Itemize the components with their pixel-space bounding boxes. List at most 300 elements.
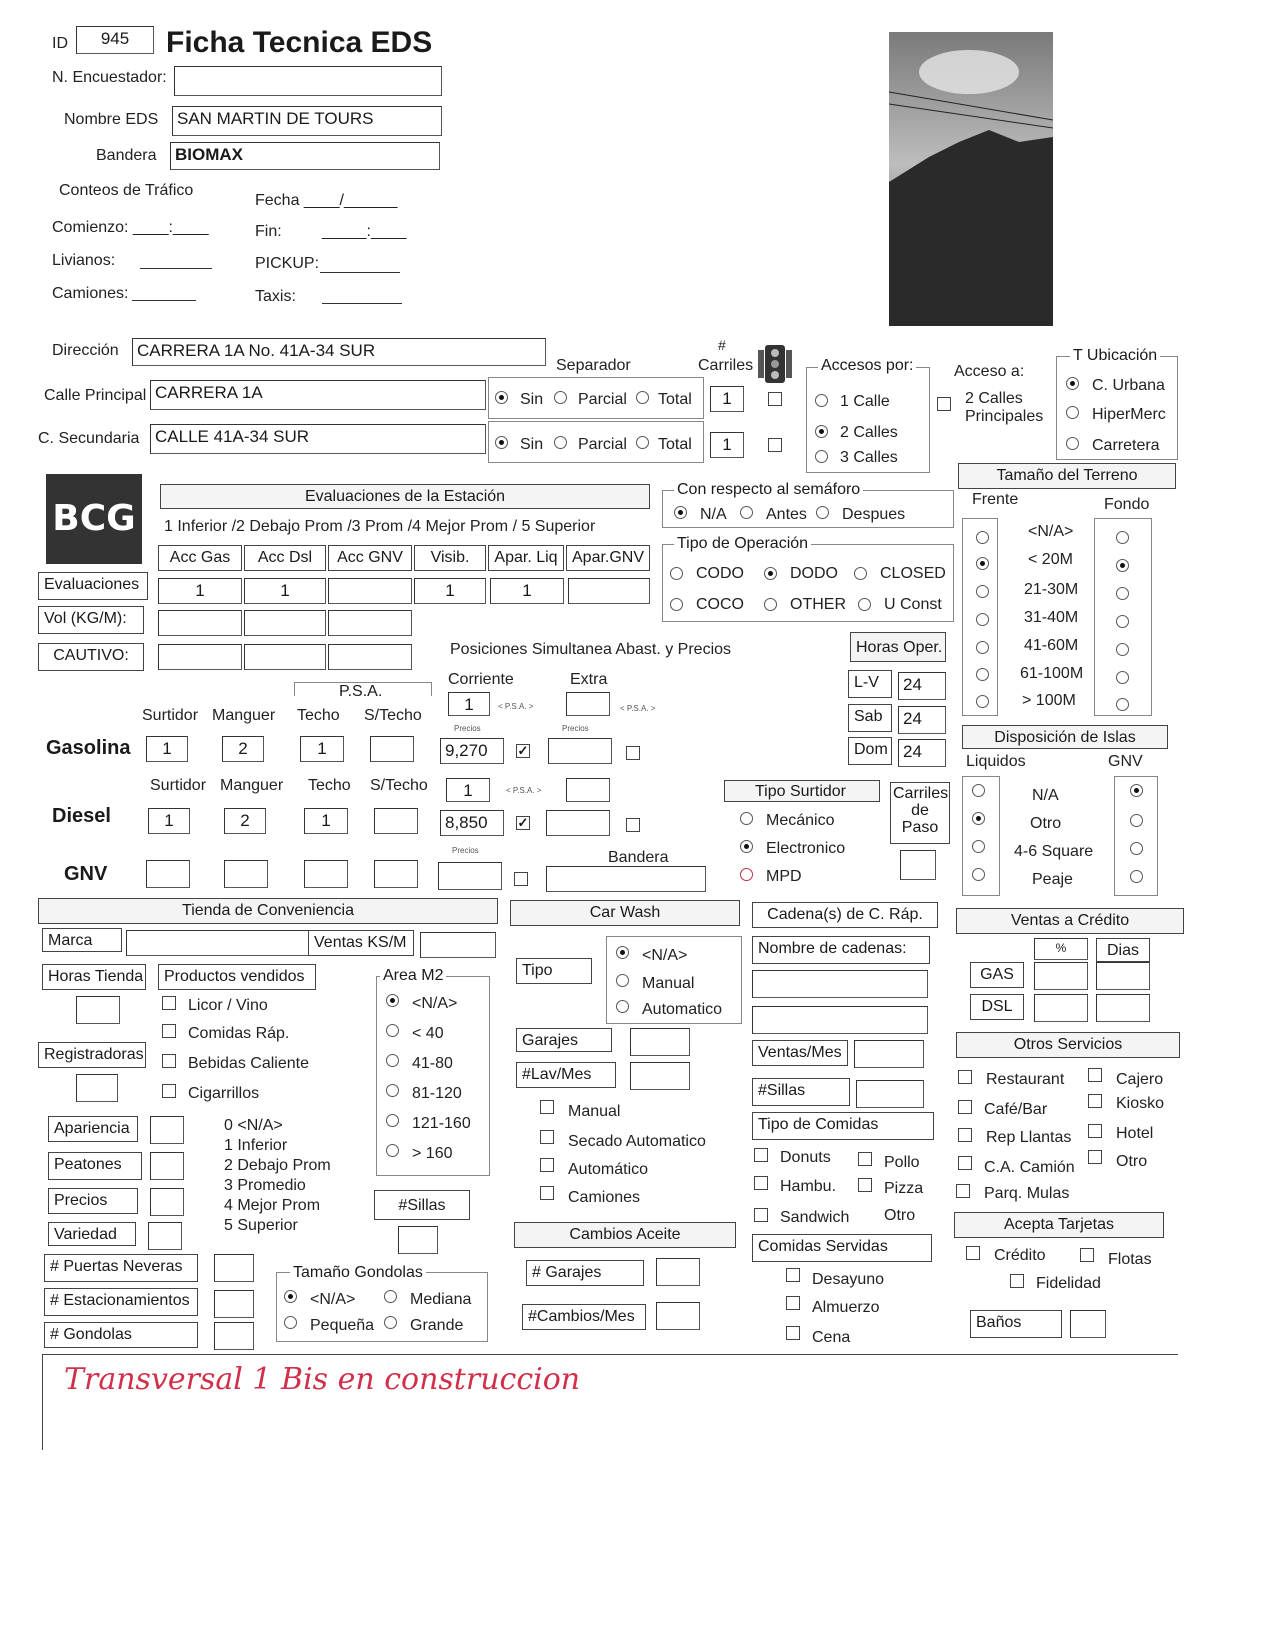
tienda-sillas-field[interactable] bbox=[398, 1226, 438, 1254]
scale-3: 3 Promedio bbox=[224, 1177, 306, 1194]
frente-na-radio[interactable] bbox=[976, 531, 989, 544]
ubicacion-hipermerc-radio[interactable] bbox=[1066, 406, 1079, 419]
prod-cigarrillos-check[interactable] bbox=[162, 1084, 176, 1098]
pickup-label: PICKUP: bbox=[255, 255, 320, 272]
fondo-40-radio[interactable] bbox=[1116, 615, 1129, 628]
peatones-label: Peatones bbox=[48, 1152, 142, 1180]
gondola-pequena-label: Pequeña bbox=[310, 1317, 375, 1334]
terreno-opt-100plus: > 100M bbox=[1022, 692, 1076, 709]
gas-psa-field[interactable]: 1 bbox=[448, 692, 490, 716]
otros-restaurant-check[interactable] bbox=[958, 1070, 972, 1084]
accesos-1-radio[interactable] bbox=[815, 394, 828, 407]
puertas-field[interactable] bbox=[214, 1254, 254, 1282]
tarjeta-fidelidad-label: Fidelidad bbox=[1036, 1275, 1101, 1292]
area-80-radio[interactable] bbox=[386, 1054, 399, 1067]
comida-sandwich-check[interactable] bbox=[754, 1208, 768, 1222]
prod-comidas-label: Comidas Ráp. bbox=[188, 1025, 290, 1042]
station-photo bbox=[889, 32, 1053, 326]
estacionamientos-field[interactable] bbox=[214, 1290, 254, 1318]
otros-mulas-label: Parq. Mulas bbox=[984, 1185, 1070, 1202]
gas-stecho-field[interactable] bbox=[370, 736, 414, 762]
nombre-eds-field[interactable]: SAN MARTIN DE TOURS bbox=[172, 106, 442, 136]
otros-cafe-label: Café/Bar bbox=[984, 1101, 1048, 1118]
fin-label: Fin: bbox=[255, 223, 282, 240]
sep1-sin-radio[interactable] bbox=[495, 391, 508, 404]
gondolas-label: # Gondolas bbox=[44, 1322, 198, 1348]
cautivo-acc-gnv[interactable] bbox=[328, 644, 412, 670]
bcg-logo: BCG bbox=[46, 474, 142, 564]
carwash-lav-field[interactable] bbox=[630, 1062, 690, 1090]
servida-desayuno-label: Desayuno bbox=[812, 1271, 885, 1288]
evaluaciones-header: Evaluaciones de la Estación bbox=[160, 484, 650, 509]
frente-100plus-radio[interactable] bbox=[976, 695, 989, 708]
carwash-na-radio[interactable] bbox=[616, 946, 629, 959]
islas-liq-square-radio[interactable] bbox=[972, 840, 985, 853]
vol-acc-gnv[interactable] bbox=[328, 610, 412, 636]
gas-surtidor-label: Surtidor bbox=[142, 707, 199, 724]
dsl-extra-psa-field[interactable] bbox=[566, 778, 610, 802]
gas-psa-arrow: < P.S.A. > bbox=[498, 702, 534, 711]
dsl-extra-precio-check[interactable] bbox=[626, 818, 640, 832]
posiciones-label: Posiciones Simultanea Abast. y Precios bbox=[450, 641, 732, 658]
gnv-manguer-field[interactable] bbox=[224, 860, 268, 888]
taxis-line[interactable] bbox=[322, 303, 402, 304]
prod-comidas-check[interactable] bbox=[162, 1024, 176, 1038]
apariencia-label: Apariencia bbox=[48, 1116, 138, 1142]
carriles-1-field[interactable]: 1 bbox=[710, 386, 744, 412]
tarjeta-fidelidad-check[interactable] bbox=[1010, 1274, 1024, 1288]
frente-60-radio[interactable] bbox=[976, 641, 989, 654]
tarjeta-credito-check[interactable] bbox=[966, 1246, 980, 1260]
scale-5: 5 Superior bbox=[224, 1217, 298, 1234]
sep2-parcial-radio[interactable] bbox=[554, 436, 567, 449]
islas-gnv-square-radio[interactable] bbox=[1130, 842, 1143, 855]
eval-acc-gnv[interactable] bbox=[328, 578, 412, 604]
prod-bebidas-check[interactable] bbox=[162, 1054, 176, 1068]
otros-otro-label: Otro bbox=[1116, 1153, 1148, 1170]
cw-secado-check[interactable] bbox=[540, 1130, 554, 1144]
gnv-precio-field[interactable] bbox=[438, 862, 502, 890]
gnv-stecho-field[interactable] bbox=[374, 860, 418, 888]
servida-desayuno-check[interactable] bbox=[786, 1268, 800, 1282]
ventas-ks-field[interactable] bbox=[420, 932, 496, 958]
comidas-servidas-header: Comidas Servidas bbox=[752, 1234, 932, 1262]
sep2-total-label: Total bbox=[658, 436, 692, 453]
islas-liq-otro-radio[interactable] bbox=[972, 812, 985, 825]
area-160-radio[interactable] bbox=[386, 1114, 399, 1127]
sep1-total-label: Total bbox=[658, 391, 692, 408]
frente-20-radio[interactable] bbox=[976, 557, 989, 570]
credito-dsl-pct[interactable] bbox=[1034, 994, 1088, 1022]
gondola-grande-radio[interactable] bbox=[384, 1316, 397, 1329]
fin-blank: _____:____ bbox=[322, 223, 407, 240]
area-40-radio[interactable] bbox=[386, 1024, 399, 1037]
prod-licor-check[interactable] bbox=[162, 996, 176, 1010]
puertas-label: # Puertas Neveras bbox=[44, 1254, 198, 1282]
comida-sandwich-label: Sandwich bbox=[780, 1209, 850, 1226]
tarjeta-flotas-check[interactable] bbox=[1080, 1248, 1094, 1262]
tipo-comidas-header: Tipo de Comidas bbox=[752, 1112, 934, 1140]
area-40-label: < 40 bbox=[412, 1025, 444, 1042]
otros-cajero-label: Cajero bbox=[1116, 1071, 1164, 1088]
calle-principal-label: Calle Principal bbox=[44, 387, 147, 404]
fondo-30-radio[interactable] bbox=[1116, 587, 1129, 600]
cw-automatico-label: Automático bbox=[568, 1161, 649, 1178]
semaforo-despues-label: Despues bbox=[842, 506, 906, 523]
area-120-label: 81-120 bbox=[412, 1085, 462, 1102]
semaforo-despues-radio[interactable] bbox=[816, 506, 829, 519]
cw-automatico-check[interactable] bbox=[540, 1158, 554, 1172]
cw-secado-label: Secado Automatico bbox=[568, 1133, 706, 1150]
scale-4: 4 Mejor Prom bbox=[224, 1197, 321, 1214]
pickup-line[interactable] bbox=[320, 272, 400, 273]
aceite-cambios-label: #Cambios/Mes bbox=[522, 1304, 646, 1330]
surtidor-electronico-radio[interactable] bbox=[740, 840, 753, 853]
calle-secundaria-field[interactable]: CALLE 41A-34 SUR bbox=[150, 424, 486, 454]
carriles-2-field[interactable]: 1 bbox=[710, 432, 744, 458]
gas-precio-check[interactable]: ✓ bbox=[517, 743, 529, 758]
op-dodo-radio[interactable] bbox=[764, 567, 777, 580]
otros-restaurant-label: Restaurant bbox=[986, 1071, 1065, 1088]
traffic-title: Conteos de Tráfico bbox=[59, 182, 194, 199]
aceite-garajes-label: # Garajes bbox=[526, 1260, 644, 1286]
comida-donuts-check[interactable] bbox=[754, 1148, 768, 1162]
servida-almuerzo-label: Almuerzo bbox=[812, 1299, 880, 1316]
credito-pct-label: % bbox=[1034, 938, 1088, 960]
ubicacion-urbana-radio[interactable] bbox=[1066, 377, 1079, 390]
comida-hambu-check[interactable] bbox=[754, 1176, 768, 1190]
op-codo-radio[interactable] bbox=[670, 567, 683, 580]
eval-visib[interactable]: 1 bbox=[414, 578, 486, 604]
comida-pizza-label: Pizza bbox=[884, 1180, 924, 1197]
psa-label: P.S.A. bbox=[336, 684, 385, 700]
semaforo-antes-radio[interactable] bbox=[740, 506, 753, 519]
gondola-na-radio[interactable] bbox=[284, 1290, 297, 1303]
comida-pollo-check[interactable] bbox=[858, 1152, 872, 1166]
col-apar-liq: Apar. Liq bbox=[488, 545, 564, 571]
credito-gas-pct[interactable] bbox=[1034, 962, 1088, 990]
gnv-surtidor-field[interactable] bbox=[146, 860, 190, 888]
id-field[interactable]: 945 bbox=[76, 26, 154, 54]
terreno-opt-100: 61-100M bbox=[1020, 665, 1084, 682]
tarjeta-flotas-label: Flotas bbox=[1108, 1251, 1152, 1268]
carriles-paso-label: Carriles de Paso bbox=[890, 782, 950, 844]
dsl-psa-field[interactable]: 1 bbox=[446, 778, 490, 802]
fondo-100-radio[interactable] bbox=[1116, 671, 1129, 684]
horas-sab-field[interactable]: 24 bbox=[898, 706, 946, 734]
op-uconst-label: U Const bbox=[884, 596, 942, 613]
comida-hambu-label: Hambu. bbox=[780, 1178, 837, 1195]
dsl-techo-field[interactable]: 1 bbox=[304, 808, 348, 834]
cadenas-sillas-field[interactable] bbox=[856, 1080, 924, 1108]
horas-lv-field[interactable]: 24 bbox=[898, 672, 946, 700]
area-title: Area M2 bbox=[380, 968, 446, 984]
horas-tienda-field[interactable] bbox=[76, 996, 120, 1024]
gnv-techo-field[interactable] bbox=[304, 860, 348, 888]
tarjetas-header: Acepta Tarjetas bbox=[954, 1212, 1164, 1238]
islas-liq-peaje-radio[interactable] bbox=[972, 868, 985, 881]
servida-almuerzo-check[interactable] bbox=[786, 1296, 800, 1310]
terreno-frente-label: Frente bbox=[972, 491, 1019, 508]
semaforo-antes-label: Antes bbox=[766, 506, 807, 523]
cadenas-nombre-field-1[interactable] bbox=[752, 970, 928, 998]
carwash-lav-label: #Lav/Mes bbox=[516, 1062, 616, 1088]
scale-2: 2 Debajo Prom bbox=[224, 1157, 331, 1174]
gas-extra-precio-check[interactable] bbox=[626, 746, 640, 760]
otros-cafe-check[interactable] bbox=[958, 1100, 972, 1114]
dsl-stecho-label: S/Techo bbox=[370, 777, 428, 794]
estacionamientos-label: # Estacionamientos bbox=[44, 1288, 198, 1316]
sep1-total-radio[interactable] bbox=[636, 391, 649, 404]
cw-manual-label: Manual bbox=[568, 1103, 621, 1120]
eval-apar-liq[interactable]: 1 bbox=[490, 578, 564, 604]
area-na-label: <N/A> bbox=[412, 995, 458, 1012]
op-closed-label: CLOSED bbox=[880, 565, 946, 582]
gondola-grande-label: Grande bbox=[410, 1317, 464, 1334]
tienda-header: Tienda de Conveniencia bbox=[38, 898, 498, 924]
accesos-3-label: 3 Calles bbox=[840, 449, 898, 466]
surtidor-mpd-radio[interactable] bbox=[740, 868, 753, 881]
accesos-3-radio[interactable] bbox=[815, 450, 828, 463]
gas-precio-field[interactable]: 9,270 bbox=[440, 738, 504, 764]
variedad-field[interactable] bbox=[148, 1222, 182, 1250]
credito-dias-label: Dias bbox=[1096, 938, 1150, 962]
apariencia-field[interactable] bbox=[150, 1116, 184, 1144]
carwash-garajes-label: Garajes bbox=[516, 1028, 612, 1052]
gas-extra-psa-field[interactable] bbox=[566, 692, 610, 716]
ubicacion-carretera-label: Carretera bbox=[1092, 437, 1160, 454]
op-closed-radio[interactable] bbox=[854, 567, 867, 580]
horas-tienda-label: Horas Tienda bbox=[42, 964, 146, 990]
horas-dom-field[interactable]: 24 bbox=[898, 739, 946, 767]
sep1-parcial-label: Parcial bbox=[578, 391, 627, 408]
gondola-pequena-radio[interactable] bbox=[284, 1316, 297, 1329]
islas-opt-peaje: Peaje bbox=[1032, 871, 1073, 888]
direccion-field[interactable]: CARRERA 1A No. 41A-34 SUR bbox=[132, 338, 546, 366]
gas-surtidor-field[interactable]: 1 bbox=[146, 736, 188, 762]
islas-liq-na-radio[interactable] bbox=[972, 784, 985, 797]
otros-header: Otros Servicios bbox=[956, 1032, 1180, 1058]
terreno-opt-30: 21-30M bbox=[1024, 581, 1079, 598]
gnv-bandera-field[interactable] bbox=[546, 866, 706, 892]
gondolas-title: Tamaño Gondolas bbox=[290, 1265, 426, 1281]
cautivo-acc-dsl[interactable] bbox=[244, 644, 326, 670]
vol-acc-gas[interactable] bbox=[158, 610, 242, 636]
surtidor-mpd-label: MPD bbox=[766, 868, 802, 885]
comida-pizza-check[interactable] bbox=[858, 1178, 872, 1192]
registradoras-field[interactable] bbox=[76, 1074, 118, 1102]
surtidor-mecanico-radio[interactable] bbox=[740, 812, 753, 825]
frente-40-radio[interactable] bbox=[976, 613, 989, 626]
op-codo-label: CODO bbox=[696, 565, 744, 582]
tipo-surtidor-header: Tipo Surtidor bbox=[724, 780, 880, 802]
terreno-opt-na: <N/A> bbox=[1028, 523, 1074, 540]
otros-camion-check[interactable] bbox=[958, 1156, 972, 1170]
semaforo-na-radio[interactable] bbox=[674, 506, 687, 519]
acceso-principales-label: 2 Calles Principales bbox=[965, 390, 1044, 425]
op-other-radio[interactable] bbox=[764, 598, 777, 611]
otros-camion-label: C.A. Camión bbox=[984, 1159, 1075, 1176]
carwash-garajes-field[interactable] bbox=[630, 1028, 690, 1056]
traffic-light-icon bbox=[758, 344, 792, 384]
islas-gnv-otro-radio[interactable] bbox=[1130, 814, 1143, 827]
eval-acc-dsl[interactable]: 1 bbox=[244, 578, 326, 604]
marca-label: Marca bbox=[42, 928, 122, 952]
carwash-tipo-label: Tipo bbox=[516, 958, 592, 984]
carwash-header: Car Wash bbox=[510, 900, 740, 926]
cadenas-ventas-field[interactable] bbox=[854, 1040, 924, 1068]
cautivo-acc-gas[interactable] bbox=[158, 644, 242, 670]
fondo-na-radio[interactable] bbox=[1116, 531, 1129, 544]
otros-hotel-check[interactable] bbox=[1088, 1124, 1102, 1138]
area-160-label: 121-160 bbox=[412, 1115, 471, 1132]
dsl-surtidor-field[interactable]: 1 bbox=[148, 808, 190, 834]
carwash-manual-radio[interactable] bbox=[616, 974, 629, 987]
fondo-60-radio[interactable] bbox=[1116, 643, 1129, 656]
gnv-bandera-label: Bandera bbox=[608, 849, 669, 866]
precios-field[interactable] bbox=[150, 1188, 184, 1216]
gas-techo-field[interactable]: 1 bbox=[300, 736, 344, 762]
area-160plus-label: > 160 bbox=[412, 1145, 453, 1162]
peatones-field[interactable] bbox=[150, 1152, 184, 1180]
row-vol-label: Vol (KG/M): bbox=[38, 606, 144, 634]
cadenas-header: Cadena(s) de C. Ráp. bbox=[752, 902, 938, 928]
row-evaluaciones-label: Evaluaciones bbox=[38, 572, 148, 600]
eval-acc-gas[interactable]: 1 bbox=[158, 578, 242, 604]
islas-liquidos-label: Liquidos bbox=[966, 753, 1026, 770]
sep2-sin-radio[interactable] bbox=[495, 436, 508, 449]
credito-dsl-dias[interactable] bbox=[1096, 994, 1150, 1022]
bandera-field[interactable]: BIOMAX bbox=[170, 142, 440, 170]
islas-gnv-na-radio[interactable] bbox=[1130, 784, 1143, 797]
cw-camiones-label: Camiones bbox=[568, 1189, 641, 1206]
acceso-principales-check[interactable] bbox=[937, 397, 951, 411]
gas-extra-psa-arrow: < P.S.A. > bbox=[620, 704, 656, 713]
otros-llantas-label: Rep Llantas bbox=[986, 1129, 1072, 1146]
carriles-paso-field[interactable] bbox=[900, 850, 936, 880]
islas-gnv-peaje-radio[interactable] bbox=[1130, 870, 1143, 883]
dsl-manguer-field[interactable]: 2 bbox=[224, 808, 266, 834]
col-acc-gas: Acc Gas bbox=[158, 545, 242, 571]
cadenas-nombre-field-2[interactable] bbox=[752, 1006, 928, 1034]
carriles-1-check[interactable] bbox=[768, 392, 782, 406]
vol-acc-dsl[interactable] bbox=[244, 610, 326, 636]
calle-principal-field[interactable]: CARRERA 1A bbox=[150, 380, 486, 410]
otros-mulas-check[interactable] bbox=[956, 1184, 970, 1198]
servida-cena-check[interactable] bbox=[786, 1326, 800, 1340]
ubicacion-carretera-radio[interactable] bbox=[1066, 437, 1079, 450]
evaluaciones-scale: 1 Inferior /2 Debajo Prom /3 Prom /4 Mejor Prom / 5 Superior bbox=[164, 518, 596, 535]
sep1-parcial-radio[interactable] bbox=[554, 391, 567, 404]
dsl-precio-field[interactable]: 8,850 bbox=[440, 810, 504, 836]
credito-gas-dias[interactable] bbox=[1096, 962, 1150, 990]
area-120-radio[interactable] bbox=[386, 1084, 399, 1097]
terreno-opt-20: < 20M bbox=[1028, 551, 1073, 568]
otros-kiosko-check[interactable] bbox=[1088, 1094, 1102, 1108]
fondo-100plus-radio[interactable] bbox=[1116, 698, 1129, 711]
accesos-1-label: 1 Calle bbox=[840, 393, 890, 410]
op-other-label: OTHER bbox=[790, 596, 846, 613]
prod-cigarrillos-label: Cigarrillos bbox=[188, 1085, 260, 1102]
cadenas-nombre-label: Nombre de cadenas: bbox=[752, 936, 930, 964]
notes-handwritten: Transversal 1 Bis en construccion bbox=[64, 1362, 581, 1397]
livianos-label: Livianos: bbox=[52, 252, 116, 269]
gas-extra-precio-field[interactable] bbox=[548, 738, 612, 764]
carwash-auto-radio[interactable] bbox=[616, 1000, 629, 1013]
islas-opt-square: 4-6 Square bbox=[1014, 843, 1094, 860]
semaforo-na-label: N/A bbox=[700, 506, 727, 523]
comida-donuts-label: Donuts bbox=[780, 1149, 831, 1166]
carwash-manual-label: Manual bbox=[642, 975, 695, 992]
terreno-fondo-label: Fondo bbox=[1104, 496, 1150, 513]
otros-llantas-check[interactable] bbox=[958, 1128, 972, 1142]
separador-label: Separador bbox=[556, 357, 631, 374]
op-coco-label: COCO bbox=[696, 596, 744, 613]
camiones-label: Camiones: bbox=[52, 285, 129, 302]
gas-precios-tiny: Precios bbox=[454, 724, 481, 733]
otros-otro-check[interactable] bbox=[1088, 1150, 1102, 1164]
gas-manguer-field[interactable]: 2 bbox=[222, 736, 264, 762]
dsl-precio-check[interactable]: ✓ bbox=[517, 815, 529, 830]
gnv-precio-check[interactable] bbox=[514, 872, 528, 886]
frente-100-radio[interactable] bbox=[976, 668, 989, 681]
carriles-2-check[interactable] bbox=[768, 438, 782, 452]
aceite-cambios-field[interactable] bbox=[656, 1302, 700, 1330]
extra-label: Extra bbox=[570, 671, 608, 688]
op-uconst-radio[interactable] bbox=[858, 598, 871, 611]
banos-field[interactable] bbox=[1070, 1310, 1106, 1338]
bandera-label: Bandera bbox=[96, 147, 157, 164]
carwash-auto-label: Automatico bbox=[642, 1001, 723, 1018]
col-apar-gnv: Apar.GNV bbox=[566, 545, 650, 571]
comida-otro-label: Otro bbox=[884, 1207, 916, 1224]
carriles-label: Carriles bbox=[698, 357, 754, 374]
gondola-mediana-radio[interactable] bbox=[384, 1290, 397, 1303]
aceite-header: Cambios Aceite bbox=[514, 1222, 736, 1248]
terreno-opt-40: 31-40M bbox=[1024, 609, 1079, 626]
op-coco-radio[interactable] bbox=[670, 598, 683, 611]
gas-techo-label: Techo bbox=[297, 707, 340, 724]
id-label: ID bbox=[52, 35, 68, 52]
dsl-stecho-field[interactable] bbox=[374, 808, 418, 834]
marca-field[interactable] bbox=[126, 930, 310, 956]
fondo-20-radio[interactable] bbox=[1116, 559, 1129, 572]
dsl-extra-precio-field[interactable] bbox=[546, 810, 610, 836]
camiones-line[interactable] bbox=[132, 300, 196, 301]
eval-apar-gnv[interactable] bbox=[568, 578, 650, 604]
direccion-label: Dirección bbox=[52, 342, 119, 359]
horas-sab-label: Sab bbox=[848, 704, 892, 732]
sep2-total-radio[interactable] bbox=[636, 436, 649, 449]
horas-oper-header: Horas Oper. bbox=[850, 632, 946, 662]
cw-manual-check[interactable] bbox=[540, 1100, 554, 1114]
otros-cajero-check[interactable] bbox=[1088, 1068, 1102, 1082]
frente-30-radio[interactable] bbox=[976, 585, 989, 598]
encuestador-field[interactable] bbox=[174, 66, 442, 96]
accesos-2-radio[interactable] bbox=[815, 425, 828, 438]
cw-camiones-check[interactable] bbox=[540, 1186, 554, 1200]
area-na-radio[interactable] bbox=[386, 994, 399, 1007]
gondolas-field[interactable] bbox=[214, 1322, 254, 1350]
credito-dsl-label: DSL bbox=[970, 994, 1024, 1020]
dsl-manguer-label: Manguer bbox=[220, 777, 284, 794]
livianos-line[interactable] bbox=[140, 268, 212, 269]
nombre-eds-label: Nombre EDS bbox=[64, 111, 159, 128]
encuestador-label: N. Encuestador: bbox=[52, 69, 167, 86]
area-160plus-radio[interactable] bbox=[386, 1144, 399, 1157]
dsl-techo-label: Techo bbox=[308, 777, 351, 794]
aceite-garajes-field[interactable] bbox=[656, 1258, 700, 1286]
